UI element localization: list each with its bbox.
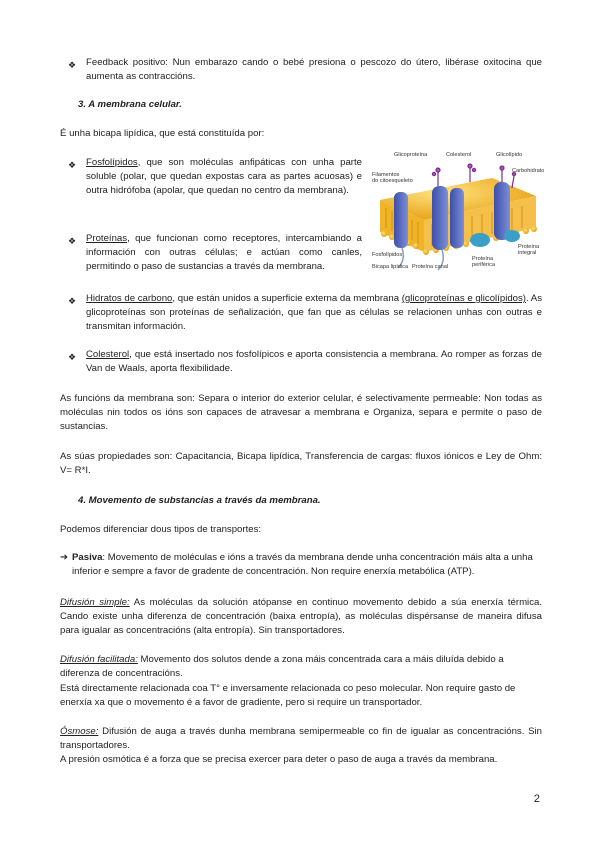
svg-text:do citoesqueleto: do citoesqueleto [372, 178, 413, 184]
hidratos-item: Hidratos de carbono, que están unidos a superficie externa da membrana (glicoproteínas e glicolípidos). As glicoproteínas son proteínas de señalización, que fan que as células se relacionen unhas con outras e transmitan información. [86, 293, 542, 332]
difusion-facilitada-paragraph: Difusión facilitada: Movemento dos solutos dende a zona máis concentrada cara a máis diluída debido a diferenza de concentracións. [60, 654, 504, 679]
bullet-icon: ❖ [68, 236, 77, 246]
arrow-icon: ➔ [60, 552, 69, 563]
svg-text:Proteína: Proteína [518, 244, 540, 250]
svg-text:Filamentos: Filamentos [372, 172, 400, 178]
colesterol-item: Colesterol, que está insertado nos fosfolípicos e aporta consistencia a membrana. Ao romper as forzas de Van de Waals, aporta flexibilidade. [86, 349, 542, 374]
svg-text:Proteína: Proteína [472, 256, 494, 262]
svg-text:Bicapa lipídica: Bicapa lipídica [372, 264, 409, 270]
svg-text:Carbohidrato: Carbohidrato [512, 168, 544, 174]
propiedades-paragraph: As súas propiedades son: Capacitancia, Bicapa lipídica, Transferencia de cargas: fluxos iónicos e Ley de Ohm: V= R*I. [60, 451, 542, 476]
pasiva-item: Pasiva: Movemento de moléculas e ións a través da membrana dende unha concentración máis alta a unha inferior e sempre a favor de gradente de concentración. Non require enerxía metabólica (ATP). [72, 552, 533, 577]
osmose-paragraph-2: A presión osmótica é a forza que se precisa exercer para deter o paso de auga a través da membrana. [60, 754, 498, 765]
tipos-text: Podemos diferenciar dous tipos de transportes: [60, 524, 262, 535]
svg-text:Proteína canal: Proteína canal [412, 264, 449, 270]
membrane-diagram [372, 148, 544, 276]
svg-text:periférica: periférica [472, 262, 496, 268]
bullet-icon: ❖ [68, 160, 77, 170]
intro-text: É unha bicapa lipídica, que está constituída por: [60, 128, 265, 139]
svg-text:integral: integral [518, 250, 537, 256]
svg-text:Glicoproteína: Glicoproteína [394, 152, 428, 158]
svg-text:Colesterol: Colesterol [446, 152, 472, 158]
feedback-item: Feedback positivo: Nun embarazo cando o bebé presiona o pescozo do útero, libérase oxitocina que aumenta as contraccións. [86, 57, 542, 82]
proteinas-item: Proteínas, que funcionan como receptores, intercambiando a información con outras células; e actúan como canles, permitindo o paso de sustancias a través da membrana. [86, 233, 362, 272]
facilitada-paragraph-2: Está directamente relacionada coa T° e inversamente relacionada co peso molecular. Non require gasto de enerxía xa que o movemento é a favor de gradiente, pero si require un transportador. [60, 683, 516, 708]
osmose-paragraph: Ósmose: Difusión de auga a través dunha membrana semipermeable co fin de igualar as concentracións. Sin transportadores. [60, 726, 542, 751]
svg-text:Glicolípido: Glicolípido [496, 152, 523, 158]
difusion-simple-paragraph: Difusión simple: As moléculas da solución atópanse en continuo movemento debido a súa enerxía térmica. Cando existe unha diferenza de concentración (baixa entropía), as moléculas dispérsanse de maneira difusa para igualar as concentracións (alta entropía). Sin transportadores. [60, 597, 542, 636]
fosfolipidos-item: Fosfolípidos, que son moléculas anfipáticas con unha parte soluble (polar, que quedan expostas cara as partes acuosas) e outra hidrófoba (apolar, que quedan no centro da membrana). [86, 157, 362, 196]
heading-membrana: 3. A membrana celular. [78, 99, 182, 110]
bullet-icon: ❖ [68, 60, 77, 70]
svg-text:Fosfolípidos: Fosfolípidos [372, 252, 403, 258]
funcions-paragraph: As funcións da membrana son: Separa o interior do exterior celular, é selectivamente permeable: Non todas as moléculas nin todos os ións son capaces de atravesar a membrana e Organiza, separa e permite o paso de sustancias. [60, 393, 542, 432]
bullet-icon: ❖ [68, 352, 77, 362]
page-number: 2 [533, 793, 540, 805]
bullet-icon: ❖ [68, 296, 77, 306]
heading-movemento: 4. Movemento de substancias a través da membrana. [78, 495, 321, 506]
